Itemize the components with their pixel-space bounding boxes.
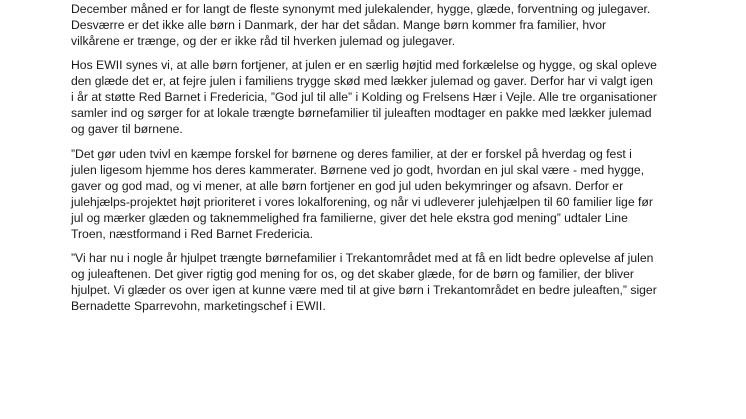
text-line: gaver og god mad, og vi mener, at alle børn fortjener en god jul uden bekymringer og afsavn. Derfor er [71,179,624,194]
text-line: og gaver til børnene. [71,122,183,137]
text-line: Troen, næstformand i Red Barnet Fredericia. [71,227,314,242]
text-line: hjulpet. Vi glæder os over igen at kunne være med til at give børn i Trekantområdet en bedre juleaften,” siger [71,283,657,298]
paragraph-intro [71,1,691,49]
text-line: jul og mærker glæden og taknemmelighed fra familierne, giver det hele ekstra god mening” udtaler Line [71,211,628,226]
paragraph-quote-ewii [71,250,691,314]
paragraph-ewii [71,57,691,137]
text-line: samler ind og sørger for at lokale trængte børnefamilier til juleaften modtager en pakke med lækker julemad [71,106,652,121]
text-line: Bernadette Sparrevohn, marketingschef i EWII. [71,299,326,314]
text-line: i år at støtte Red Barnet i Fredericia, ”God jul til alle” i Kolding og Frelsens Hær i Vejle. Alle tre organisationer [71,90,657,105]
text-line: vilkårene er trænge, og der er ikke råd til hverken julemad og julegaver. [71,34,456,49]
text-line: julehjælps-projektet højt prioriteret i vores lokalforening, og når vi udleverer julehjælpen til 60 familier lige før [71,195,653,210]
text-line: julen ligesom hjemme hos deres kammerater. Børnene ved jo godt, hvordan en jul skal være - med hygge, [71,163,645,178]
text-line: December måned er for langt de fleste synonymt med julekalender, hygge, glæde, forventning og julegaver. [71,2,651,16]
text-line: Hos EWII synes vi, at alle børn fortjener, at julen er en særlig højtid med forkælelse og hygge, og skal opleve [71,58,657,72]
text-line: og juleaftenen. Det giver rigtig god mening for os, og det skaber glæde, for de børn og familier, der bliver [71,267,634,282]
paragraph-quote-red-barnet [71,146,691,243]
text-line: ”Vi har nu i nogle år hjulpet trængte børnefamilier i Trekantområdet med at få en lidt bedre oplevelse af julen [71,251,654,265]
text-line: den glæde det er, at fejre julen i familiens trygge skød med lækker julemad og gaver. Derfor har vi valgt igen [71,74,653,89]
text-line: Desværre er det ikke alle børn i Danmark, der har det sådan. Mange børn kommer fra familier, hvor [71,18,607,33]
text-line: ”Det gør uden tvivl en kæmpe forskel for børnene og deres familier, at der er forskel på hverdag og fest i [71,147,632,161]
